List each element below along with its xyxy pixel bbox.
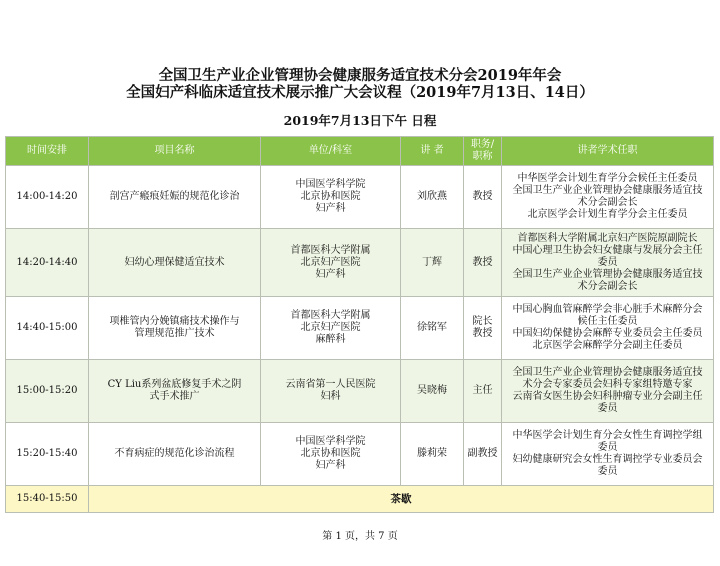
position-line: 教授 bbox=[472, 328, 493, 339]
role-line: 中国心理卫生协会妇女健康与发展分会主任 bbox=[512, 244, 703, 256]
unit-line: 妇科 bbox=[320, 391, 341, 402]
project-line: 式手术推广 bbox=[149, 391, 200, 402]
position-line: 教授 bbox=[472, 191, 493, 202]
unit-line: 云南省第一人民医院 bbox=[285, 379, 376, 390]
role-line: 全国卫生产业企业管理协会健康服务适宜技 bbox=[512, 268, 703, 280]
unit-line: 妇产科 bbox=[315, 460, 346, 471]
role-line: 北京医学会麻醉学分会副主任委员 bbox=[532, 340, 683, 351]
project-line: 项椎管内分娩镇痛技术操作与 bbox=[109, 316, 240, 327]
agenda-table bbox=[5, 136, 714, 513]
position-cell bbox=[464, 423, 502, 486]
role-line: 委员 bbox=[597, 256, 618, 268]
role-line: 全国卫生产业企业管理协会健康服务适宜技 bbox=[512, 367, 703, 378]
project-cell bbox=[89, 166, 261, 229]
table-row bbox=[6, 360, 714, 423]
speaker-cell: 滕莉荣 bbox=[401, 423, 464, 486]
page-title-line2: 全国妇产科临床适宜技术展示推广大会议程（2019年7月13日、14日） bbox=[126, 84, 594, 101]
break-time: 15:40-15:50 bbox=[6, 486, 89, 513]
role-line: 中国妇幼保健协会麻醉专业委员会主任委员 bbox=[512, 328, 703, 339]
project-line: 管理规范推广技术 bbox=[134, 328, 215, 339]
position-line: 院长 bbox=[472, 316, 493, 327]
unit-cell bbox=[261, 229, 401, 297]
unit-line: 北京协和医院 bbox=[300, 448, 361, 459]
project-cell bbox=[89, 297, 261, 360]
unit-line: 麻醉科 bbox=[315, 334, 346, 345]
project-line: CY Liu系列盆底修复手术之阴 bbox=[107, 379, 242, 390]
header-role: 讲者学术任职 bbox=[502, 137, 714, 166]
position-line: 主任 bbox=[472, 385, 493, 396]
role-line: 术分会副会长 bbox=[577, 280, 638, 292]
project-line: 不育病症的规范化诊治流程 bbox=[114, 448, 235, 459]
unit-cell bbox=[261, 166, 401, 229]
unit-line: 北京妇产医院 bbox=[300, 256, 361, 268]
table-row bbox=[6, 423, 714, 486]
role-line: 委员 bbox=[597, 442, 618, 453]
header-position-line1: 职务/ bbox=[470, 139, 495, 150]
time-cell: 14:00-14:20 bbox=[6, 166, 89, 229]
position-cell bbox=[464, 360, 502, 423]
header-project: 项目名称 bbox=[89, 137, 261, 166]
role-line: 委员 bbox=[597, 403, 618, 414]
speaker-cell: 徐铭军 bbox=[401, 297, 464, 360]
table-row bbox=[6, 229, 714, 297]
role-cell bbox=[502, 297, 714, 360]
role-line: 术分会副会长 bbox=[577, 197, 638, 208]
unit-cell bbox=[261, 423, 401, 486]
role-line: 术分会专家委员会妇科专家组特邀专家 bbox=[522, 379, 693, 390]
header-position-line2: 职称 bbox=[472, 151, 493, 162]
position-line: 教授 bbox=[472, 256, 493, 268]
unit-line: 北京妇产医院 bbox=[300, 322, 361, 333]
header-time: 时间安排 bbox=[6, 137, 89, 166]
unit-line: 首都医科大学附属 bbox=[290, 310, 371, 321]
role-cell bbox=[502, 229, 714, 297]
header-unit: 单位/科室 bbox=[261, 137, 401, 166]
position-cell bbox=[464, 166, 502, 229]
table-row bbox=[6, 166, 714, 229]
unit-cell bbox=[261, 360, 401, 423]
time-cell: 15:20-15:40 bbox=[6, 423, 89, 486]
project-cell bbox=[89, 360, 261, 423]
role-line: 中华医学会计划生育分会女性生育调控学组 bbox=[512, 430, 703, 441]
header-speaker: 讲 者 bbox=[401, 137, 464, 166]
table-header-row bbox=[6, 137, 714, 166]
role-cell bbox=[502, 166, 714, 229]
role-line: 北京医学会计划生育学分会主任委员 bbox=[527, 209, 688, 220]
position-line: 副教授 bbox=[467, 448, 498, 459]
unit-line: 北京协和医院 bbox=[300, 191, 361, 202]
role-line: 中国心胸血管麻醉学会非心脏手术麻醉分会 bbox=[512, 304, 703, 315]
unit-line: 妇产科 bbox=[315, 203, 346, 214]
break-label: 茶歇 bbox=[89, 486, 714, 513]
unit-line: 妇产科 bbox=[315, 268, 346, 280]
position-cell bbox=[464, 229, 502, 297]
unit-cell bbox=[261, 297, 401, 360]
role-line: 首都医科大学附属北京妇产医院原副院长 bbox=[517, 232, 698, 244]
time-cell: 14:20-14:40 bbox=[6, 229, 89, 297]
role-line: 委员 bbox=[597, 466, 618, 477]
schedule-subtitle: 2019年7月13日下午 日程 bbox=[283, 113, 437, 128]
project-cell bbox=[89, 423, 261, 486]
speaker-cell: 丁辉 bbox=[401, 229, 464, 297]
page-title-line1: 全国卫生产业企业管理协会健康服务适宜技术分会2019年年会 bbox=[158, 67, 562, 84]
unit-line: 中国医学科学院 bbox=[295, 179, 366, 190]
unit-line: 首都医科大学附属 bbox=[290, 244, 371, 256]
role-line: 全国卫生产业企业管理协会健康服务适宜技 bbox=[512, 185, 703, 196]
project-line: 剖宫产瘢痕妊娠的规范化诊治 bbox=[109, 191, 240, 202]
role-line: 候任主任委员 bbox=[577, 316, 638, 327]
break-row bbox=[6, 486, 714, 513]
page-footer: 第 1 页，共 7 页 bbox=[322, 531, 398, 542]
time-cell: 14:40-15:00 bbox=[6, 297, 89, 360]
role-cell bbox=[502, 423, 714, 486]
unit-line: 中国医学科学院 bbox=[295, 436, 366, 447]
position-cell bbox=[464, 297, 502, 360]
time-cell: 15:00-15:20 bbox=[6, 360, 89, 423]
project-line: 妇幼心理保健适宜技术 bbox=[124, 256, 225, 268]
role-line: 中华医学会计划生育学分会候任主任委员 bbox=[517, 173, 698, 184]
table-row bbox=[6, 297, 714, 360]
role-line: 妇幼健康研究会女性生育调控学专业委员会 bbox=[512, 454, 703, 465]
role-line: 云南省女医生协会妇科肿瘤专业分会副主任 bbox=[512, 391, 703, 402]
header-position bbox=[464, 137, 502, 166]
role-cell bbox=[502, 360, 714, 423]
speaker-cell: 吴晓梅 bbox=[401, 360, 464, 423]
project-cell bbox=[89, 229, 261, 297]
speaker-cell: 刘欣燕 bbox=[401, 166, 464, 229]
